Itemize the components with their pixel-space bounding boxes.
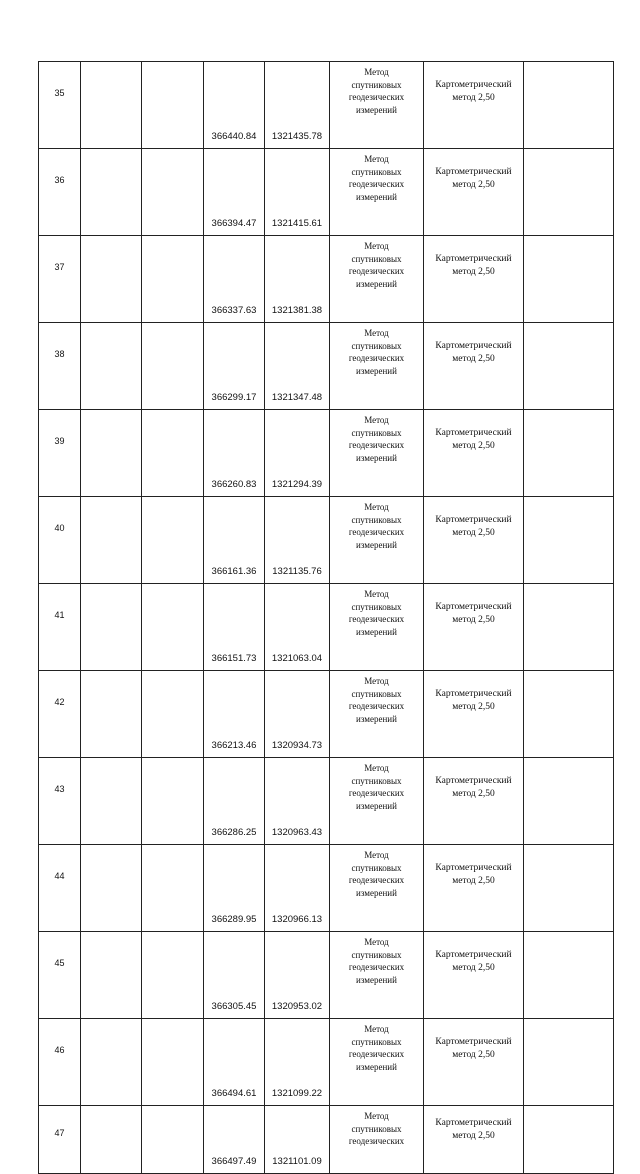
point-number-cell: 39 bbox=[39, 410, 81, 497]
empty-cell bbox=[524, 410, 614, 497]
cell-text-line: Картометрический bbox=[435, 776, 512, 786]
cell-text-line: измерений bbox=[356, 452, 397, 463]
empty-cell bbox=[142, 323, 204, 410]
cell-text-line: спутниковых bbox=[351, 166, 402, 177]
empty-cell bbox=[142, 845, 204, 932]
cell-text-line: спутниковых bbox=[351, 862, 402, 873]
cell-text-line: метод 2,50 bbox=[452, 179, 495, 190]
table-row bbox=[39, 236, 614, 323]
method-cell bbox=[330, 845, 424, 932]
x-coordinate-cell: 366394.47 bbox=[204, 149, 265, 236]
accuracy-cell bbox=[424, 410, 524, 497]
empty-cell bbox=[142, 932, 204, 1019]
cell-text-line: спутниковых bbox=[351, 427, 402, 438]
table-row bbox=[39, 323, 614, 410]
method-cell bbox=[330, 497, 424, 584]
y-coordinate-cell: 1321347.48 bbox=[265, 323, 330, 410]
empty-cell bbox=[81, 1019, 142, 1106]
empty-cell bbox=[142, 236, 204, 323]
accuracy-cell bbox=[424, 671, 524, 758]
point-number-cell: 41 bbox=[39, 584, 81, 671]
cell-text-line: Метод bbox=[364, 502, 389, 512]
cell-text-line: метод 2,50 bbox=[452, 527, 495, 538]
empty-cell bbox=[524, 758, 614, 845]
table-row bbox=[39, 1106, 614, 1174]
accuracy-cell bbox=[424, 1106, 524, 1174]
x-coordinate-cell: 366286.25 bbox=[204, 758, 265, 845]
method-cell bbox=[330, 236, 424, 323]
empty-cell bbox=[81, 758, 142, 845]
point-number-cell: 42 bbox=[39, 671, 81, 758]
table-row bbox=[39, 758, 614, 845]
table-body bbox=[39, 62, 614, 1174]
cell-text-line: метод 2,50 bbox=[452, 353, 495, 364]
point-number-cell: 37 bbox=[39, 236, 81, 323]
cell-text-line: Метод bbox=[364, 676, 389, 686]
cell-text-line: измерений bbox=[356, 974, 397, 985]
accuracy-cell bbox=[424, 236, 524, 323]
table-row bbox=[39, 497, 614, 584]
point-number-cell: 36 bbox=[39, 149, 81, 236]
cell-text-line: Метод bbox=[364, 241, 389, 251]
cell-text-line: Картометрический bbox=[435, 1037, 512, 1047]
cell-text-line: геодезических bbox=[348, 353, 405, 363]
cell-text-line: геодезических bbox=[348, 1136, 405, 1146]
empty-cell bbox=[81, 323, 142, 410]
cell-text-line: Метод bbox=[364, 154, 389, 164]
cell-text-line: метод 2,50 bbox=[452, 788, 495, 799]
cell-text-line: Метод bbox=[364, 1024, 389, 1034]
cell-text-line: измерений bbox=[356, 887, 397, 898]
y-coordinate-cell: 1320934.73 bbox=[265, 671, 330, 758]
method-cell bbox=[330, 584, 424, 671]
cell-text-line: спутниковых bbox=[351, 1123, 402, 1134]
empty-cell bbox=[81, 410, 142, 497]
empty-cell bbox=[524, 1106, 614, 1174]
accuracy-cell bbox=[424, 323, 524, 410]
table-row bbox=[39, 584, 614, 671]
cell-text-line: спутниковых bbox=[351, 340, 402, 351]
empty-cell bbox=[81, 1106, 142, 1174]
cell-text-line: геодезических bbox=[348, 92, 405, 102]
cell-text-line: геодезических bbox=[348, 1049, 405, 1059]
empty-cell bbox=[142, 1019, 204, 1106]
cell-text-line: измерений bbox=[356, 713, 397, 724]
x-coordinate-cell: 366151.73 bbox=[204, 584, 265, 671]
y-coordinate-cell: 1321135.76 bbox=[265, 497, 330, 584]
empty-cell bbox=[142, 410, 204, 497]
empty-cell bbox=[142, 149, 204, 236]
cell-text-line: Картометрический bbox=[435, 950, 512, 960]
cell-text-line: метод 2,50 bbox=[452, 962, 495, 973]
cell-text-line: метод 2,50 bbox=[452, 92, 495, 103]
cell-text-line: Картометрический bbox=[435, 863, 512, 873]
cell-text-line: измерений bbox=[356, 365, 397, 376]
x-coordinate-cell: 366305.45 bbox=[204, 932, 265, 1019]
cell-text-line: измерений bbox=[356, 800, 397, 811]
cell-text-line: Картометрический bbox=[435, 515, 512, 525]
accuracy-cell bbox=[424, 845, 524, 932]
x-coordinate-cell: 366337.63 bbox=[204, 236, 265, 323]
x-coordinate-cell: 366440.84 bbox=[204, 62, 265, 149]
cell-text-line: Картометрический bbox=[435, 602, 512, 612]
cell-text-line: метод 2,50 bbox=[452, 614, 495, 625]
empty-cell bbox=[142, 584, 204, 671]
cell-text-line: Метод bbox=[364, 589, 389, 599]
accuracy-cell bbox=[424, 584, 524, 671]
cell-text-line: геодезических bbox=[348, 440, 405, 450]
empty-cell bbox=[524, 323, 614, 410]
empty-cell bbox=[81, 62, 142, 149]
cell-text-line: измерений bbox=[356, 539, 397, 550]
x-coordinate-cell: 366497.49 bbox=[204, 1106, 265, 1174]
accuracy-cell bbox=[424, 758, 524, 845]
cell-text-line: геодезических bbox=[348, 962, 405, 972]
y-coordinate-cell: 1321381.38 bbox=[265, 236, 330, 323]
y-coordinate-cell: 1321101.09 bbox=[265, 1106, 330, 1174]
cell-text-line: спутниковых bbox=[351, 253, 402, 264]
cell-text-line: геодезических bbox=[348, 875, 405, 885]
cell-text-line: спутниковых bbox=[351, 79, 402, 90]
empty-cell bbox=[142, 62, 204, 149]
cell-text-line: спутниковых bbox=[351, 514, 402, 525]
y-coordinate-cell: 1320963.43 bbox=[265, 758, 330, 845]
empty-cell bbox=[142, 758, 204, 845]
y-coordinate-cell: 1321415.61 bbox=[265, 149, 330, 236]
empty-cell bbox=[81, 236, 142, 323]
y-coordinate-cell: 1321063.04 bbox=[265, 584, 330, 671]
method-cell bbox=[330, 1019, 424, 1106]
y-coordinate-cell: 1321099.22 bbox=[265, 1019, 330, 1106]
cell-text-line: Картометрический bbox=[435, 1118, 512, 1128]
empty-cell bbox=[524, 845, 614, 932]
method-cell bbox=[330, 932, 424, 1019]
cell-text-line: Картометрический bbox=[435, 428, 512, 438]
cell-text-line: спутниковых bbox=[351, 949, 402, 960]
x-coordinate-cell: 366299.17 bbox=[204, 323, 265, 410]
method-cell bbox=[330, 410, 424, 497]
x-coordinate-cell: 366289.95 bbox=[204, 845, 265, 932]
y-coordinate-cell: 1320953.02 bbox=[265, 932, 330, 1019]
table-row bbox=[39, 671, 614, 758]
empty-cell bbox=[142, 1106, 204, 1174]
cell-text-line: Картометрический bbox=[435, 689, 512, 699]
empty-cell bbox=[81, 932, 142, 1019]
empty-cell bbox=[524, 497, 614, 584]
method-cell bbox=[330, 1106, 424, 1174]
cell-text-line: Метод bbox=[364, 937, 389, 947]
cell-text-line: Метод bbox=[364, 1111, 389, 1121]
cell-text-line: измерений bbox=[356, 104, 397, 115]
y-coordinate-cell: 1321435.78 bbox=[265, 62, 330, 149]
cell-text-line: геодезических bbox=[348, 788, 405, 798]
table-row bbox=[39, 1019, 614, 1106]
empty-cell bbox=[524, 584, 614, 671]
cell-text-line: спутниковых bbox=[351, 775, 402, 786]
point-number-cell: 38 bbox=[39, 323, 81, 410]
cell-text-line: спутниковых bbox=[351, 688, 402, 699]
x-coordinate-cell: 366260.83 bbox=[204, 410, 265, 497]
cell-text-line: Картометрический bbox=[435, 341, 512, 351]
cell-text-line: измерений bbox=[356, 1061, 397, 1072]
empty-cell bbox=[81, 497, 142, 584]
table-row bbox=[39, 62, 614, 149]
cell-text-line: геодезических bbox=[348, 179, 405, 189]
table-row bbox=[39, 932, 614, 1019]
method-cell bbox=[330, 758, 424, 845]
cell-text-line: геодезических bbox=[348, 614, 405, 624]
y-coordinate-cell: 1321294.39 bbox=[265, 410, 330, 497]
point-number-cell: 46 bbox=[39, 1019, 81, 1106]
cell-text-line: Метод bbox=[364, 415, 389, 425]
x-coordinate-cell: 366213.46 bbox=[204, 671, 265, 758]
point-number-cell: 44 bbox=[39, 845, 81, 932]
empty-cell bbox=[524, 671, 614, 758]
y-coordinate-cell: 1320966.13 bbox=[265, 845, 330, 932]
empty-cell bbox=[81, 671, 142, 758]
cell-text-line: измерений bbox=[356, 626, 397, 637]
cell-text-line: измерений bbox=[356, 191, 397, 202]
empty-cell bbox=[524, 62, 614, 149]
empty-cell bbox=[524, 932, 614, 1019]
accuracy-cell bbox=[424, 932, 524, 1019]
x-coordinate-cell: 366494.61 bbox=[204, 1019, 265, 1106]
cell-text-line: метод 2,50 bbox=[452, 266, 495, 277]
empty-cell bbox=[524, 236, 614, 323]
table-row bbox=[39, 845, 614, 932]
cell-text-line: Метод bbox=[364, 67, 389, 77]
point-number-cell: 45 bbox=[39, 932, 81, 1019]
method-cell bbox=[330, 671, 424, 758]
cell-text-line: метод 2,50 bbox=[452, 440, 495, 451]
cell-text-line: метод 2,50 bbox=[452, 701, 495, 712]
table-row bbox=[39, 149, 614, 236]
cell-text-line: измерений bbox=[356, 278, 397, 289]
method-cell bbox=[330, 62, 424, 149]
cell-text-line: метод 2,50 bbox=[452, 1049, 495, 1060]
empty-cell bbox=[81, 149, 142, 236]
empty-cell bbox=[524, 1019, 614, 1106]
cell-text-line: геодезических bbox=[348, 266, 405, 276]
empty-cell bbox=[142, 497, 204, 584]
accuracy-cell bbox=[424, 149, 524, 236]
cell-text-line: Картометрический bbox=[435, 167, 512, 177]
accuracy-cell bbox=[424, 497, 524, 584]
empty-cell bbox=[81, 845, 142, 932]
cell-text-line: спутниковых bbox=[351, 1036, 402, 1047]
point-number-cell: 43 bbox=[39, 758, 81, 845]
empty-cell bbox=[524, 149, 614, 236]
cell-text-line: Метод bbox=[364, 328, 389, 338]
accuracy-cell bbox=[424, 1019, 524, 1106]
cell-text-line: геодезических bbox=[348, 701, 405, 711]
empty-cell bbox=[142, 671, 204, 758]
method-cell bbox=[330, 149, 424, 236]
cell-text-line: метод 2,50 bbox=[452, 875, 495, 886]
x-coordinate-cell: 366161.36 bbox=[204, 497, 265, 584]
cell-text-line: Метод bbox=[364, 763, 389, 773]
coordinates-table bbox=[38, 61, 614, 1174]
point-number-cell: 40 bbox=[39, 497, 81, 584]
method-cell bbox=[330, 323, 424, 410]
cell-text-line: Картометрический bbox=[435, 254, 512, 264]
point-number-cell: 47 bbox=[39, 1106, 81, 1174]
empty-cell bbox=[81, 584, 142, 671]
cell-text-line: спутниковых bbox=[351, 601, 402, 612]
cell-text-line: метод 2,50 bbox=[452, 1130, 495, 1141]
point-number-cell: 35 bbox=[39, 62, 81, 149]
cell-text-line: Картометрический bbox=[435, 80, 512, 90]
accuracy-cell bbox=[424, 62, 524, 149]
table-row bbox=[39, 410, 614, 497]
cell-text-line: Метод bbox=[364, 850, 389, 860]
cell-text-line: геодезических bbox=[348, 527, 405, 537]
